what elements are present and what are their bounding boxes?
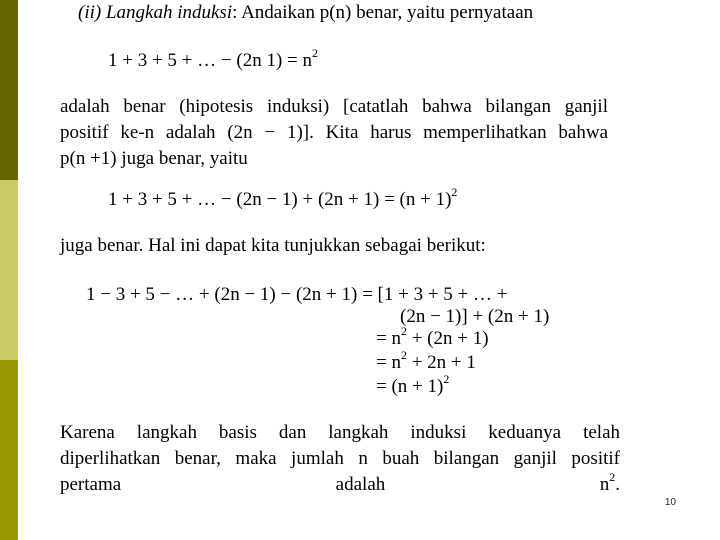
heading-label: (ii) Langkah induksi xyxy=(78,2,233,23)
derivation-line-5 xyxy=(376,372,450,398)
derivation-line-4-a: = n xyxy=(376,352,401,373)
derivation-line-5-a: = (n + 1) xyxy=(376,376,444,397)
derivation-line-3-exponent: 2 xyxy=(400,324,407,338)
paragraph-1-line-1: adalah benar (hipotesis induksi) [catatlah bahwa bilangan ganjil xyxy=(60,96,608,117)
equation-1-exponent: 2 xyxy=(311,46,318,60)
left-sidebar-bands xyxy=(0,0,18,540)
derivation-line-4-exponent: 2 xyxy=(400,348,407,362)
paragraph-1-line-2: positif ke-n adalah (2n − 1)]. Kita harus memperlihatkan bahwa xyxy=(60,122,608,143)
derivation-line-4-b: + 2n + 1 xyxy=(406,352,476,373)
equation-1-text: 1 + 3 + 5 + … − (2n 1) = n xyxy=(108,50,312,71)
derivation-line-3-b: + (2n + 1) xyxy=(406,328,489,349)
paragraph-1 xyxy=(60,94,608,172)
heading-rest: : Andaikan p(n) benar, yaitu pernyataan xyxy=(232,2,534,23)
derivation-line-3 xyxy=(376,324,489,350)
sidebar-band-middle xyxy=(0,180,18,360)
derivation-line-4 xyxy=(376,348,476,374)
sidebar-band-bottom xyxy=(0,360,18,540)
derivation-line-5-exponent: 2 xyxy=(443,372,450,386)
derivation-line-1: 1 − 3 + 5 − … + (2n − 1) − (2n + 1) = [1 + 3 + 5 + … + xyxy=(86,284,508,305)
conclusion-line-3-exponent: 2 xyxy=(609,470,616,484)
conclusion-line-2: diperlihatkan benar, maka jumlah n buah bilangan ganjil positif xyxy=(60,448,620,469)
equation-2 xyxy=(108,185,458,211)
derivation-line-3-a: = n xyxy=(376,328,401,349)
equation-2-text: 1 + 3 + 5 + … − (2n − 1) + (2n + 1) = (n + 1) xyxy=(108,189,452,210)
equation-1 xyxy=(108,46,318,72)
conclusion-line-3 xyxy=(60,472,620,498)
page-number: 10 xyxy=(664,497,676,508)
derivation-line-2: (2n − 1)] + (2n + 1) xyxy=(400,306,550,327)
sidebar-band-top xyxy=(0,0,18,180)
equation-2-exponent: 2 xyxy=(451,185,458,199)
paragraph-2: juga benar. Hal ini dapat kita tunjukkan sebagai berikut: xyxy=(60,235,486,256)
paragraph-1-line-3: p(n +1) juga benar, yaitu xyxy=(60,148,248,169)
conclusion-line-3-b: . xyxy=(615,474,620,495)
conclusion-line-3-a: pertama adalah n xyxy=(60,474,610,495)
heading-line xyxy=(78,2,533,24)
conclusion xyxy=(60,420,620,498)
conclusion-line-1: Karena langkah basis dan langkah induksi keduanya telah xyxy=(60,422,620,443)
